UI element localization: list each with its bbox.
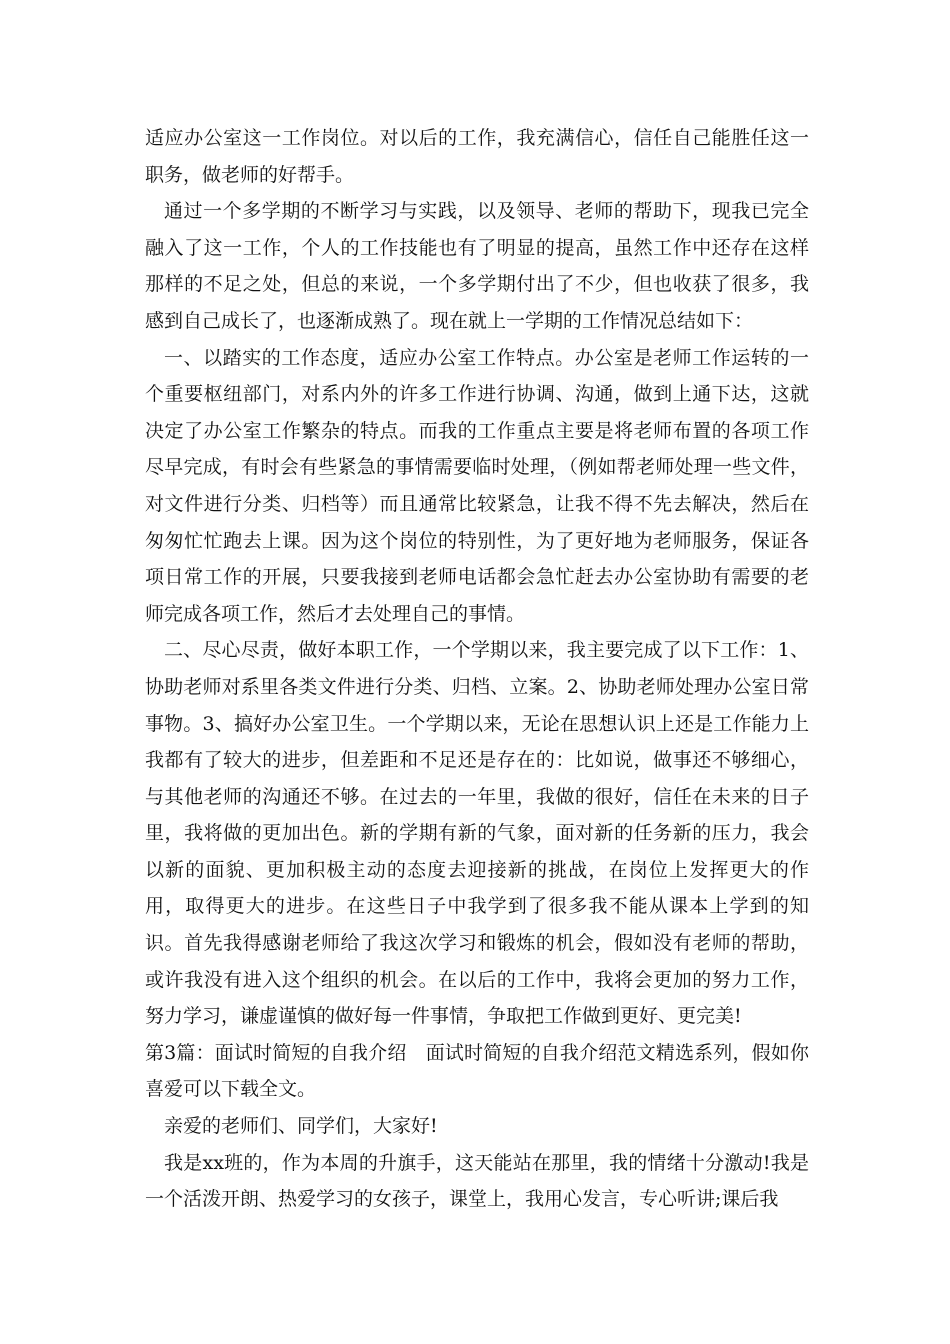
article-heading-3: 第3篇：面试时简短的自我介绍 面试时简短的自我介绍范文精选系列，假如你喜爱可以下载全文。 — [145, 1041, 809, 1101]
paragraph-section-one: 一、以踏实的工作态度，适应办公室工作特点。办公室是老师工作运转的一个重要枢纽部门，对系内外的许多工作进行协调、沟通，做到上通下达，这就决定了办公室工作繁杂的特点。而我的工作重点主要是将老师布置的各项工作尽早完成，有时会有些紧急的事情需要临时处理，（例如帮老师处理一些文件，对文件进行分类、归档等）而且通常比较紧急，让我不得不先去解决，然后在匆匆忙忙跑去上课。因为这个岗位的特别性，为了更好地为老师服务，保证各项日常工作的开展，只要我接到老师电话都会急忙赶去办公室协助有需要的老师完成各项工作，然后才去处理自己的事情。 — [145, 346, 809, 625]
paragraph-self-intro: 我是xx班的，作为本周的升旗手，这天能站在那里，我的情绪十分激动!我是一个活泼开朗、热爱学习的女孩子，课堂上，我用心发言，专心听讲;课后我 — [145, 1151, 809, 1211]
paragraph-greeting: 亲爱的老师们、同学们，大家好! — [164, 1115, 438, 1138]
paragraph-continuation: 适应办公室这一工作岗位。对以后的工作，我充满信心，信任自己能胜任这一职务，做老师的好帮手。 — [145, 127, 809, 186]
document-body — [145, 120, 809, 1218]
paragraph-summary-intro: 通过一个多学期的不断学习与实践，以及领导、老师的帮助下，现我已完全融入了这一工作，个人的工作技能也有了明显的提高，虽然工作中还存在这样那样的不足之处，但总的来说，一个多学期付出了不少，但也收获了很多，我感到自己成长了，也逐渐成熟了。现在就上一学期的工作情况总结如下： — [145, 200, 809, 332]
paragraph-section-two: 二、尽心尽责，做好本职工作，一个学期以来，我主要完成了以下工作：1、协助老师对系里各类文件进行分类、归档、立案。2、协助老师处理办公室日常事物。3、搞好办公室卫生。一个学期以来，无论在思想认识上还是工作能力上我都有了较大的进步，但差距和不足还是存在的：比如说，做事还不够细心，与其他老师的沟通还不够。在过去的一年里，我做的很好，信任在未来的日子里，我将做的更加出色。新的学期有新的气象，面对新的任务新的压力，我会以新的面貌、更加积极主动的态度去迎接新的挑战，在岗位上发挥更大的作用，取得更大的进步。在这些日子中我学到了很多我不能从课本上学到的知识。首先我得感谢老师给了我这次学习和锻炼的机会，假如没有老师的帮助，或许我没有进入这个组织的机会。在以后的工作中，我将会更加的努力工作，努力学习，谦虚谨慎的做好每一件事情，争取把工作做到更好、更完美! — [145, 639, 809, 1028]
